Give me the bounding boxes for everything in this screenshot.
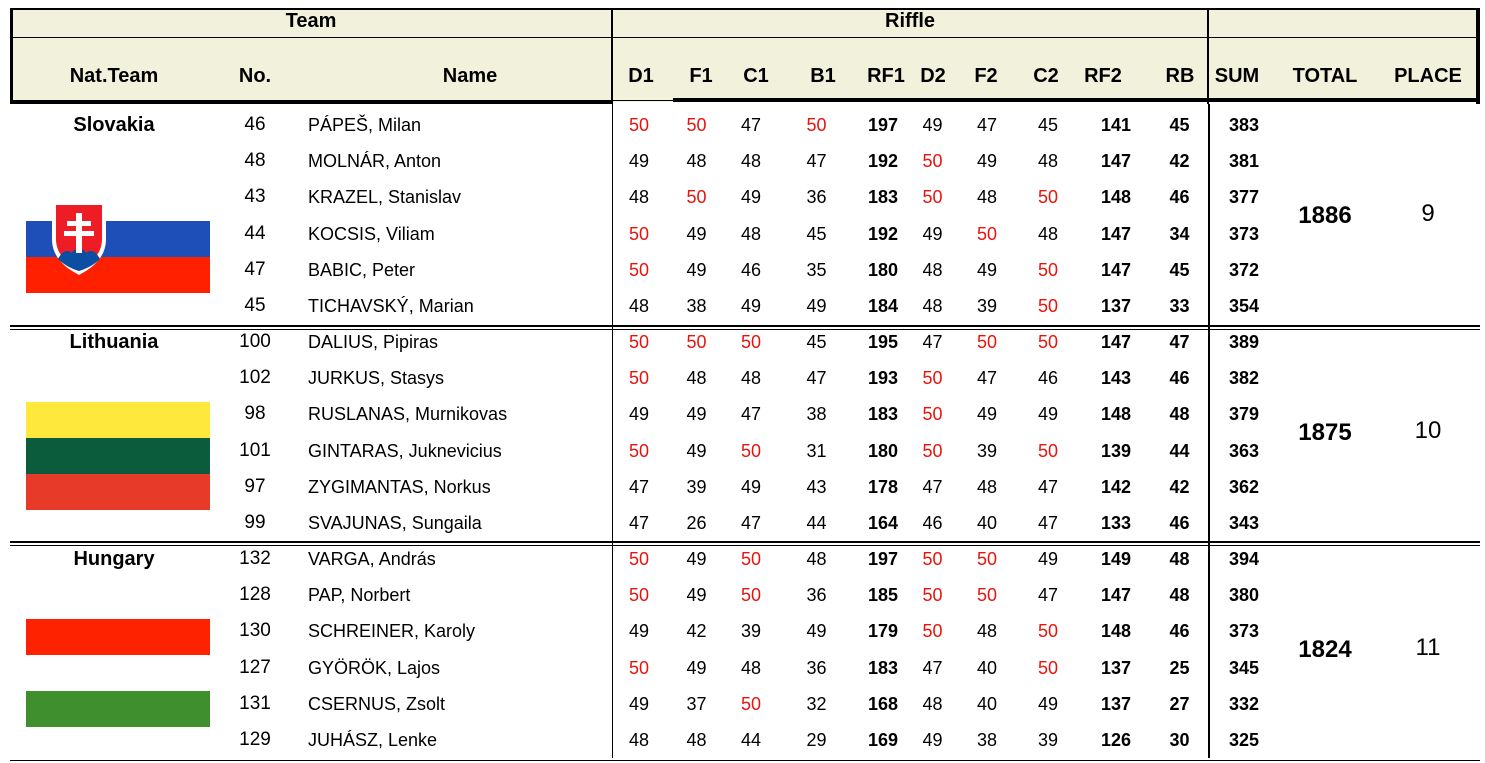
- score-cell: 48: [628, 730, 650, 750]
- score-cell: 40: [976, 513, 998, 533]
- shooter-name: RUSLANAS, Murnikovas: [308, 404, 508, 425]
- score-cell: 50: [976, 549, 998, 569]
- score-cell: 49: [922, 730, 943, 750]
- score-cell: 197: [867, 115, 899, 135]
- score-cell: 39: [740, 621, 762, 642]
- shooter-name: KOCSIS, Viliam: [308, 223, 435, 244]
- shooter-sum: 379: [1228, 404, 1260, 425]
- score-cell: 179: [867, 621, 899, 642]
- score-cell: 46: [1169, 621, 1190, 642]
- score-cell: 47: [628, 476, 650, 497]
- score-cell: 183: [867, 187, 899, 208]
- score-cell: 49: [686, 657, 707, 678]
- score-cell: 50: [976, 223, 998, 244]
- shooter-number: 102: [239, 367, 271, 389]
- shooter-sum: 373: [1228, 621, 1260, 642]
- shooter-sum: 343: [1228, 513, 1260, 533]
- score-cell: 29: [806, 730, 827, 750]
- score-cell: 31: [806, 440, 827, 461]
- score-cell: 49: [740, 187, 762, 208]
- score-cell: 48: [686, 368, 707, 389]
- shooter-name: TICHAVSKÝ, Marian: [308, 296, 474, 316]
- col-header-nat-team: Nat.Team: [69, 65, 159, 87]
- score-cell: 183: [867, 657, 899, 678]
- shooter-name: PAP, Norbert: [308, 585, 411, 606]
- score-cell: 47: [628, 513, 650, 533]
- team-total: 1824: [1298, 635, 1352, 663]
- score-cell: 48: [740, 368, 762, 389]
- score-cell: 137: [1100, 296, 1132, 316]
- score-cell: 47: [922, 657, 943, 678]
- col-header-no: No.: [238, 65, 272, 87]
- score-cell: 141: [1100, 115, 1132, 135]
- score-cell: 37: [686, 693, 707, 714]
- score-cell: 184: [867, 296, 899, 316]
- shooter-number: 45: [244, 295, 266, 316]
- score-cell: 49: [922, 223, 943, 244]
- score-cell: 50: [922, 151, 943, 172]
- score-cell: 47: [976, 115, 998, 135]
- header-bottom-border-mid: [613, 100, 673, 101]
- score-cell: 48: [740, 223, 762, 244]
- score-cell: 48: [1169, 585, 1190, 606]
- riffle-group-header: Riffle: [885, 10, 935, 32]
- score-cell: 147: [1100, 332, 1132, 352]
- score-cell: 50: [628, 549, 650, 569]
- score-cell: 164: [867, 513, 899, 533]
- score-cell: 25: [1169, 657, 1190, 678]
- shooter-number: 132: [239, 548, 271, 569]
- shooter-sum: 394: [1228, 549, 1260, 569]
- score-cell: 48: [1037, 151, 1059, 172]
- team-country-name: Hungary: [73, 548, 155, 570]
- score-cell: 49: [628, 151, 650, 172]
- score-cell: 48: [976, 621, 998, 642]
- col-header-sum: SUM: [1214, 65, 1260, 87]
- score-cell: 39: [686, 476, 707, 497]
- shooter-name: PÁPEŠ, Milan: [308, 115, 422, 135]
- score-cell: 49: [686, 585, 707, 606]
- score-cell: 133: [1100, 513, 1132, 533]
- score-cell: 47: [740, 404, 762, 425]
- score-cell: 50: [1037, 440, 1059, 461]
- score-cell: 48: [740, 657, 762, 678]
- table-bottom-border: [10, 760, 1480, 761]
- score-cell: 47: [1037, 513, 1059, 533]
- shooter-number: 97: [244, 475, 266, 497]
- score-cell: 126: [1100, 730, 1132, 750]
- shooter-sum: 372: [1228, 259, 1260, 280]
- score-cell: 33: [1169, 296, 1190, 316]
- score-cell: 195: [867, 332, 899, 352]
- team-country-name: Lithuania: [69, 331, 159, 353]
- score-cell: 49: [628, 621, 650, 642]
- score-cell: 50: [628, 259, 650, 280]
- score-cell: 48: [686, 151, 707, 172]
- score-cell: 27: [1169, 693, 1190, 714]
- score-cell: 48: [922, 296, 943, 316]
- team-group-header: Team: [285, 10, 337, 32]
- body-divider-scores-sum: [1208, 104, 1210, 758]
- score-cell: 50: [740, 440, 762, 461]
- score-cell: 42: [686, 621, 707, 642]
- score-cell: 50: [976, 332, 998, 352]
- shooter-number: 47: [244, 258, 266, 280]
- score-cell: 40: [976, 657, 998, 678]
- shooter-sum: 345: [1228, 657, 1260, 678]
- score-cell: 49: [686, 404, 707, 425]
- score-cell: 137: [1100, 693, 1132, 714]
- col-header-f1: F1: [689, 65, 713, 87]
- score-cell: 49: [1037, 404, 1059, 425]
- score-cell: 50: [806, 115, 827, 135]
- col-header-d1: D1: [628, 65, 654, 87]
- score-cell: 48: [628, 296, 650, 316]
- score-cell: 148: [1100, 621, 1132, 642]
- score-cell: 49: [686, 259, 707, 280]
- score-cell: 50: [740, 332, 762, 352]
- shooter-number: 131: [239, 692, 271, 714]
- score-cell: 36: [806, 187, 827, 208]
- shooter-name: GYÖRÖK, Lajos: [308, 657, 441, 678]
- score-cell: 50: [1037, 621, 1059, 642]
- body-divider-name-scores: [612, 104, 613, 758]
- score-cell: 45: [806, 223, 827, 244]
- score-cell: 47: [740, 513, 762, 533]
- col-header-f2: F2: [974, 65, 998, 87]
- header-group-underline: [10, 37, 1480, 38]
- score-cell: 49: [976, 259, 998, 280]
- shooter-name: CSERNUS, Zsolt: [308, 693, 446, 714]
- flag-stripe: [26, 691, 210, 727]
- score-cell: 49: [976, 151, 998, 172]
- score-cell: 180: [867, 440, 899, 461]
- score-cell: 49: [686, 223, 707, 244]
- shooter-number: 128: [239, 584, 271, 606]
- lithuania-flag-icon: [26, 402, 210, 510]
- score-cell: 48: [628, 187, 650, 208]
- score-cell: 49: [628, 404, 650, 425]
- score-cell: 44: [740, 730, 762, 750]
- score-cell: 47: [1169, 332, 1190, 352]
- shooter-name: DALIUS, Pipiras: [308, 332, 439, 352]
- col-header-rf2: RF2: [1084, 65, 1122, 87]
- header-bottom-border-left: [10, 100, 613, 104]
- header-top-border: [10, 8, 1480, 10]
- score-cell: 50: [922, 187, 943, 208]
- shooter-sum: 382: [1228, 368, 1260, 389]
- score-cell: 44: [1169, 440, 1190, 461]
- score-cell: 49: [806, 296, 827, 316]
- shooter-number: 127: [239, 656, 271, 678]
- score-cell: 48: [686, 730, 707, 750]
- shooter-number: 129: [239, 729, 271, 750]
- score-cell: 50: [628, 585, 650, 606]
- score-cell: 50: [686, 187, 707, 208]
- header-divider-team-riffle: [611, 8, 613, 104]
- score-cell: 48: [740, 151, 762, 172]
- score-cell: 49: [806, 621, 827, 642]
- shooter-sum: 373: [1228, 223, 1260, 244]
- shooter-name: VARGA, András: [308, 549, 436, 569]
- flag-stripe: [26, 619, 210, 655]
- score-cell: 139: [1100, 440, 1132, 461]
- score-cell: 50: [922, 621, 943, 642]
- score-cell: 48: [1169, 404, 1190, 425]
- col-header-d2: D2: [920, 65, 946, 87]
- score-cell: 49: [740, 296, 762, 316]
- shooter-sum: 381: [1228, 151, 1260, 172]
- score-cell: 39: [976, 440, 998, 461]
- score-cell: 48: [922, 259, 943, 280]
- score-cell: 30: [1169, 730, 1190, 750]
- score-cell: 36: [806, 657, 827, 678]
- header-bottom-border-right: [673, 98, 1480, 102]
- score-cell: 50: [922, 404, 943, 425]
- score-cell: 46: [1169, 513, 1190, 533]
- score-cell: 36: [806, 585, 827, 606]
- shooter-sum: 380: [1228, 585, 1260, 606]
- score-cell: 48: [976, 476, 998, 497]
- shooter-name: ZYGIMANTAS, Norkus: [308, 476, 491, 497]
- score-cell: 47: [976, 368, 998, 389]
- team-country-name: Slovakia: [73, 114, 155, 136]
- score-cell: 50: [976, 585, 998, 606]
- team-separator-1: [10, 325, 1480, 327]
- shooter-name: BABIC, Peter: [308, 259, 416, 280]
- score-cell: 49: [740, 476, 762, 497]
- score-cell: 148: [1100, 404, 1132, 425]
- score-cell: 47: [1037, 476, 1059, 497]
- col-header-name: Name: [442, 65, 498, 87]
- score-cell: 39: [976, 296, 998, 316]
- score-cell: 183: [867, 404, 899, 425]
- score-cell: 48: [1169, 549, 1190, 569]
- score-cell: 193: [867, 368, 899, 389]
- score-cell: 180: [867, 259, 899, 280]
- shooter-sum: 383: [1228, 115, 1260, 135]
- score-cell: 38: [686, 296, 707, 316]
- col-header-rb: RB: [1165, 65, 1195, 87]
- score-cell: 50: [628, 223, 650, 244]
- score-cell: 46: [1037, 368, 1059, 389]
- score-cell: 50: [740, 693, 762, 714]
- shooter-name: SCHREINER, Karoly: [308, 621, 476, 642]
- score-cell: 147: [1100, 151, 1132, 172]
- score-cell: 35: [806, 259, 827, 280]
- score-cell: 50: [1037, 657, 1059, 678]
- shooter-number: 100: [239, 331, 271, 352]
- score-cell: 38: [806, 404, 827, 425]
- score-cell: 50: [1037, 332, 1059, 352]
- score-cell: 40: [976, 693, 998, 714]
- score-cell: 49: [628, 693, 650, 714]
- score-cell: 50: [740, 549, 762, 569]
- slovakia-flag-icon: [26, 185, 210, 293]
- col-header-c1: C1: [743, 65, 769, 87]
- score-cell: 49: [922, 115, 943, 135]
- score-cell: 48: [976, 187, 998, 208]
- team-separator-1b: [10, 329, 1480, 330]
- col-header-total: TOTAL: [1292, 65, 1358, 87]
- score-cell: 49: [686, 549, 707, 569]
- flag-stripe: [26, 655, 210, 691]
- shooter-number: 46: [244, 114, 266, 135]
- score-cell: 34: [1169, 223, 1190, 244]
- score-cell: 192: [867, 223, 899, 244]
- score-cell: 42: [1169, 151, 1190, 172]
- score-cell: 26: [686, 513, 707, 533]
- score-cell: 45: [1169, 115, 1190, 135]
- col-header-place: PLACE: [1394, 65, 1462, 87]
- score-cell: 50: [1037, 187, 1059, 208]
- score-cell: 142: [1100, 476, 1132, 497]
- score-cell: 44: [806, 513, 827, 533]
- score-cell: 50: [628, 657, 650, 678]
- team-place: 9: [1421, 199, 1435, 227]
- score-cell: 45: [1037, 115, 1059, 135]
- score-cell: 50: [922, 549, 943, 569]
- team-total: 1875: [1298, 418, 1352, 446]
- shooter-sum: 354: [1228, 296, 1260, 316]
- shooter-name: SVAJUNAS, Sungaila: [308, 513, 482, 533]
- score-cell: 192: [867, 151, 899, 172]
- shooter-sum: 332: [1228, 693, 1260, 714]
- score-cell: 50: [628, 368, 650, 389]
- score-cell: 49: [1037, 549, 1059, 569]
- header-right-border: [1476, 8, 1480, 104]
- score-cell: 48: [922, 693, 943, 714]
- score-cell: 49: [686, 440, 707, 461]
- results-table: [10, 8, 1480, 760]
- shooter-number: 130: [239, 620, 271, 642]
- score-cell: 169: [867, 730, 899, 750]
- shooter-sum: 362: [1228, 476, 1260, 497]
- shooter-name: KRAZEL, Stanislav: [308, 187, 462, 208]
- shooter-number: 48: [244, 150, 266, 172]
- team-separator-2b: [10, 545, 1480, 546]
- shooter-number: 43: [244, 186, 266, 208]
- shooter-number: 44: [244, 222, 266, 244]
- score-cell: 47: [922, 476, 943, 497]
- score-cell: 178: [867, 476, 899, 497]
- score-cell: 47: [922, 332, 943, 352]
- coat-of-arms-icon: [50, 199, 108, 277]
- score-cell: 46: [1169, 187, 1190, 208]
- team-place: 11: [1415, 633, 1441, 661]
- col-header-b1: B1: [810, 65, 836, 87]
- header-left-border: [10, 8, 13, 104]
- flag-stripe: [26, 474, 210, 510]
- score-cell: 43: [806, 476, 827, 497]
- shooter-sum: 389: [1228, 332, 1260, 352]
- score-cell: 50: [740, 585, 762, 606]
- score-cell: 42: [1169, 476, 1190, 497]
- score-cell: 137: [1100, 657, 1132, 678]
- shooter-sum: 363: [1228, 440, 1260, 461]
- score-cell: 48: [806, 549, 827, 569]
- score-cell: 168: [867, 693, 899, 714]
- score-cell: 45: [1169, 259, 1190, 280]
- score-cell: 147: [1100, 585, 1132, 606]
- score-cell: 50: [922, 368, 943, 389]
- score-cell: 197: [867, 549, 899, 569]
- score-cell: 147: [1100, 223, 1132, 244]
- shooter-sum: 325: [1228, 730, 1260, 750]
- score-cell: 49: [976, 404, 998, 425]
- team-place: 10: [1414, 416, 1442, 444]
- score-cell: 46: [1169, 368, 1190, 389]
- score-cell: 45: [806, 332, 827, 352]
- score-cell: 50: [922, 440, 943, 461]
- score-cell: 32: [806, 693, 827, 714]
- header-divider-riffle-sum: [1207, 8, 1209, 104]
- score-cell: 148: [1100, 187, 1132, 208]
- score-cell: 47: [740, 115, 762, 135]
- team-total: 1886: [1298, 201, 1352, 229]
- shooter-name: JUHÁSZ, Lenke: [308, 730, 438, 750]
- col-header-c2: C2: [1033, 65, 1059, 87]
- score-cell: 49: [1037, 693, 1059, 714]
- score-cell: 50: [1037, 259, 1059, 280]
- score-cell: 185: [867, 585, 899, 606]
- score-cell: 50: [686, 332, 707, 352]
- score-cell: 48: [1037, 223, 1059, 244]
- score-cell: 47: [1037, 585, 1059, 606]
- score-cell: 149: [1100, 549, 1132, 569]
- shooter-number: 101: [239, 439, 271, 461]
- col-header-rf1: RF1: [867, 65, 905, 87]
- score-cell: 46: [740, 259, 762, 280]
- team-separator-2: [10, 541, 1480, 543]
- score-cell: 143: [1100, 368, 1132, 389]
- score-cell: 47: [806, 368, 827, 389]
- score-cell: 50: [1037, 296, 1059, 316]
- shooter-sum: 377: [1228, 187, 1260, 208]
- score-cell: 50: [922, 585, 943, 606]
- score-cell: 38: [976, 730, 998, 750]
- score-cell: 50: [628, 332, 650, 352]
- flag-stripe: [26, 438, 210, 474]
- shooter-name: GINTARAS, Juknevicius: [308, 440, 502, 461]
- score-cell: 47: [806, 151, 827, 172]
- score-cell: 50: [628, 115, 650, 135]
- score-cell: 50: [686, 115, 707, 135]
- score-cell: 39: [1037, 730, 1059, 750]
- shooter-number: 99: [244, 512, 266, 533]
- hungary-flag-icon: [26, 619, 210, 727]
- flag-stripe: [26, 402, 210, 438]
- score-cell: 147: [1100, 259, 1132, 280]
- shooter-name: MOLNÁR, Anton: [308, 151, 442, 172]
- score-cell: 46: [922, 513, 943, 533]
- score-cell: 50: [628, 440, 650, 461]
- shooter-number: 98: [244, 403, 266, 425]
- shooter-name: JURKUS, Stasys: [308, 368, 445, 389]
